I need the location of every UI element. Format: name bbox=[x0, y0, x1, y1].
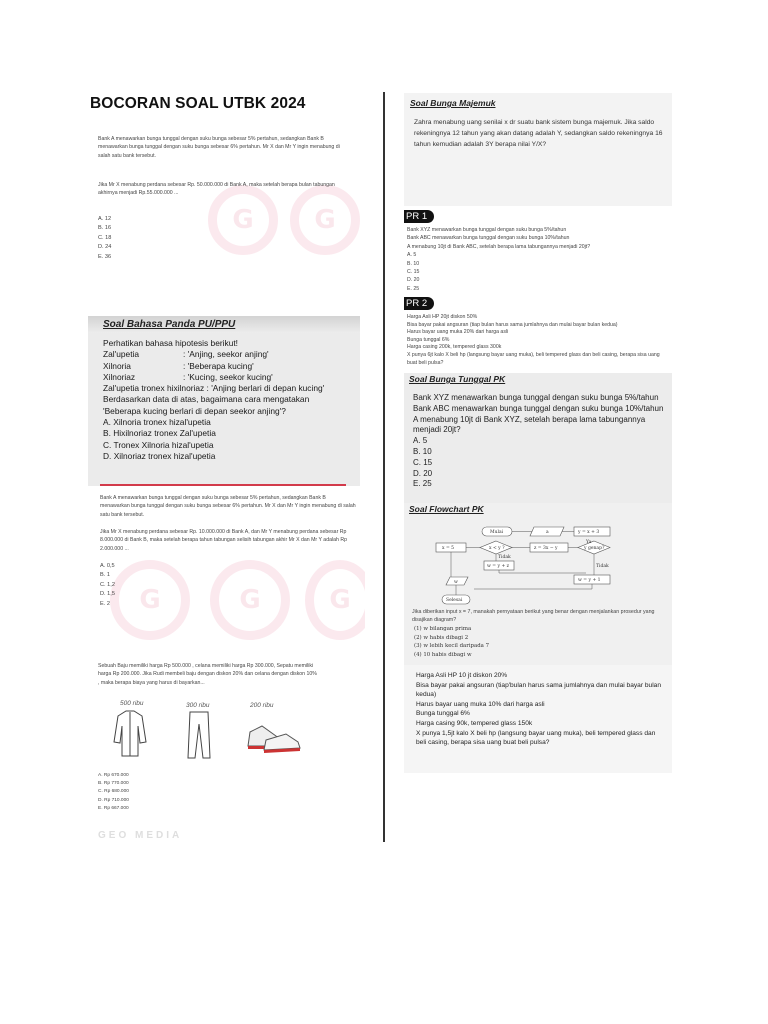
soal-bunga-tunggal-pk bbox=[404, 373, 672, 505]
option-d: D. 1,5 bbox=[100, 591, 115, 598]
statements-list bbox=[414, 625, 489, 659]
soal-diskon-pakaian bbox=[90, 662, 365, 842]
vocab-row: Zal'upetia : 'Anjing, seekor anjing' bbox=[103, 349, 269, 360]
underline-mark bbox=[100, 484, 346, 486]
flow-label: Tidak bbox=[596, 564, 609, 569]
question-line: Bank XYZ menawarkan bunga tunggal dengan suku bunga 5%/tahun bbox=[413, 393, 659, 402]
question-line: Harus bayar uang muka 10% dari harga asli bbox=[416, 700, 545, 708]
flowchart-question: Jika diberikan input x = 7, manakah pernyataan berikut yang benar dengan menjalankan prosedur yang disajikan diagram? bbox=[412, 609, 655, 623]
pants-icon bbox=[188, 712, 210, 758]
flow-label: w bbox=[454, 580, 458, 585]
question-line: Harus bayar uang muka 20% dari harga asli bbox=[407, 329, 509, 336]
flow-label: a bbox=[546, 530, 549, 536]
question-line: Harga casing 200k, tempered glass 300k bbox=[407, 344, 502, 351]
price-tag: 500 ribu bbox=[120, 700, 144, 707]
question-text: 'Beberapa kucing berlari di depan seekor anjing'? bbox=[103, 405, 286, 416]
soal-flowchart-pk bbox=[404, 503, 672, 665]
flow-label: Ya bbox=[586, 540, 592, 545]
page-title: BOCORAN SOAL UTBK 2024 bbox=[90, 95, 306, 112]
option-b: B. Rp 770.000 bbox=[98, 781, 129, 787]
option-b: B. 16 bbox=[98, 225, 112, 232]
option-b: B. 10 bbox=[407, 260, 420, 267]
option-c: C. 15 bbox=[413, 457, 433, 467]
question-line: Harga Asli HP 20jt diskon 50% bbox=[407, 314, 478, 320]
statement-item: (2) w habis dibagi 2 bbox=[414, 634, 469, 641]
section-header: Soal Bunga Tunggal PK bbox=[409, 374, 506, 384]
vocab-row: Xilnoriaz : 'Kucing, seekor kucing' bbox=[103, 371, 273, 382]
watermark-icon bbox=[305, 560, 365, 640]
question-line: Bunga tunggal 6% bbox=[407, 336, 450, 343]
flowchart-diagram bbox=[434, 525, 614, 607]
question-line: Bisa bayar pakai angsuran (tiap bulan harus sama jumlahnya dan mulai bayar bulan kedua) bbox=[407, 321, 618, 328]
statement-item: (4) 10 habis dibagi w bbox=[414, 651, 472, 658]
option-d: D. 24 bbox=[98, 244, 112, 251]
pr1-question bbox=[407, 226, 669, 296]
option-a: A. 5 bbox=[407, 252, 417, 259]
question-text: Sebuah Baju memiliki harga Rp 500.000 , celana memiliki harga Rp 300.000, Sepatu memiliki harga Rp 200.000. Jika Rudi membeli baju dengan diskon 20% dan celana dengan diskon 10% , maka berapa biaya yang harus di bayarkan... bbox=[98, 663, 317, 686]
option-c: C. Rp 680.000 bbox=[98, 789, 129, 795]
flow-label: w = y + 1 bbox=[578, 578, 601, 584]
question-text: Jika Mr X menabung perdana sebesar Rp. 50.000.000 di Bank A, maka setelah berapa bulan tabungan akhirnya menjadi Rp.55.000.000 ... bbox=[98, 182, 335, 197]
statement-item: (3) w lebih kecil daripada 7 bbox=[414, 643, 490, 650]
option-a: A. Rp 670.000 bbox=[98, 773, 129, 778]
option-e: E. 25 bbox=[413, 479, 432, 489]
flow-label: y genap? bbox=[584, 546, 605, 552]
question-line: X punya 1,5jt kalo X beli hp (langsung bayar uang muka), beli tempered glass dan beli casing, berapa sisa uang buat beli pulsa? bbox=[416, 729, 656, 747]
section-header: Soal Bahasa Panda PU/PPU bbox=[103, 319, 236, 330]
clothes-illustration bbox=[90, 702, 365, 762]
options-list bbox=[98, 772, 129, 813]
flow-label: z = 3x − y bbox=[534, 546, 558, 552]
question-line: Harga Asli HP 10 jt diskon 20% bbox=[416, 672, 508, 679]
question-line: Bunga tunggal 6% bbox=[416, 710, 470, 718]
section-body bbox=[413, 393, 666, 490]
option-b: B. 1 bbox=[100, 572, 110, 579]
pr2-label: PR 2 bbox=[404, 297, 434, 310]
options-list bbox=[100, 562, 115, 609]
soal-bunga-bank-a-b bbox=[90, 125, 365, 317]
soal-harga-hp bbox=[404, 665, 672, 773]
option-c: C. Tronex Xilnoria hizal'upetia bbox=[103, 439, 214, 450]
option-a: A. 0,5 bbox=[100, 563, 115, 569]
watermark-icon bbox=[210, 560, 290, 640]
intro-text: Perhatikan bahasa hipotesis berikut! bbox=[103, 338, 239, 348]
shirt-icon bbox=[114, 711, 146, 756]
question-text: Berdasarkan data di atas, bagaimana cara mengatakan bbox=[103, 394, 310, 405]
option-c: C. 1,2 bbox=[100, 581, 115, 588]
option-e: E. 25 bbox=[407, 285, 420, 292]
option-c: C. 15 bbox=[407, 269, 420, 276]
flow-label: w = y + z bbox=[487, 564, 510, 570]
flow-label: Tidak bbox=[498, 555, 511, 560]
option-d: D. Xilnoriaz tronex hizal'upetia bbox=[103, 450, 216, 461]
question-line: Bank ABC menawarkan bunga tunggal dengan suku bunga 10%/tahun bbox=[413, 403, 664, 413]
soal-bunga-majemuk bbox=[404, 93, 672, 206]
section-body bbox=[103, 338, 354, 462]
option-c: C. 18 bbox=[98, 234, 112, 241]
question-line: Bank XYZ menawarkan bunga tunggal dengan suku bunga 5%/tahun bbox=[407, 227, 567, 233]
soal-selisih-tabungan bbox=[90, 490, 365, 662]
vocab-row: Xilnoria : 'Beberapa kucing' bbox=[103, 360, 254, 371]
option-d: D. 20 bbox=[413, 468, 433, 478]
flow-label: Selesai bbox=[446, 598, 463, 604]
question-line: Bisa bayar pakai angsuran (tiap'bulan harus sama jumlahnya dan mulai bayar bulan kedua) bbox=[416, 681, 662, 699]
flow-label: x < y ? bbox=[489, 546, 505, 552]
question-line: Bank ABC menawarkan bunga tunggal dengan suku bunga 10%/tahun bbox=[407, 235, 570, 242]
sneaker-icon bbox=[248, 726, 300, 753]
option-b: B. 10 bbox=[413, 446, 432, 456]
statement-item: (1) w bilangan prima bbox=[414, 626, 472, 632]
example-text: Zal'upetia tronex hixilnoriaz : 'Anjing berlari di depan kucing' bbox=[103, 383, 325, 394]
options-list bbox=[98, 215, 111, 262]
option-e: E. Rp 667.000 bbox=[98, 805, 129, 811]
question-line: X punya 6jt kalo X beli hp (langsung bayar uang muka), beli tempered glass dan beli casing, berapa sisa uang buat beli pulsa? bbox=[407, 351, 660, 366]
question-text: Jika Mr X menabung perdana sebesar Rp. 10.000.000 di Bank A, dan Mr Y menabung perdana sebesar Rp 8.000.000 di Bank B, maka setelah berapa tahun tabungan selisih tabungan akhir Mr X dan Mr Y adalah Rp 2.000.000 ... bbox=[100, 529, 347, 552]
watermark-icon bbox=[110, 560, 190, 640]
question-text: Zahra menabung uang senilai x dr suatu bank sistem bunga majemuk. Jika saldo rekeningnya 12 tahun yang akan datang adalah Y, sedangkan saldo rekeningnya 16 tahun kemudian adalah 3Y berapa nilai Y/X? bbox=[414, 119, 663, 148]
pr2-question bbox=[407, 314, 669, 374]
section-body bbox=[416, 671, 666, 748]
soal-bahasa-panda bbox=[88, 316, 360, 486]
price-tag: 200 ribu bbox=[250, 702, 274, 709]
flow-label: Mulai bbox=[490, 530, 504, 536]
option-b: B. Hixilnoriaz tronex Zal'upetia bbox=[103, 428, 216, 439]
option-a: A. 12 bbox=[98, 216, 112, 222]
question-text: Bank A menawarkan bunga tunggal dengan suku bunga sebesar 5% pertahun, sedangkan Bank B menawarkan bunga tunggal dengan suku bunga sebesar 6% pertahun. Mr X dan Mr Y ingin menabung di salah satu bank tersebut. bbox=[98, 136, 340, 159]
flow-label: x = 5 bbox=[442, 546, 455, 552]
question-line: menjadi 20jt? bbox=[413, 425, 461, 435]
option-e: E. 36 bbox=[98, 253, 112, 260]
question-line: A menabung 10jt di Bank XYZ, setelah berapa lama tabungannya bbox=[413, 414, 646, 424]
section-header: Soal Bunga Majemuk bbox=[410, 98, 496, 108]
section-header: Soal Flowchart PK bbox=[409, 504, 484, 514]
pr1-label: PR 1 bbox=[404, 210, 434, 223]
option-d: D. 20 bbox=[407, 277, 420, 284]
column-divider bbox=[383, 92, 385, 842]
question-line: A menabung 10jt di Bank ABC, setelah berapa lama tabungannya menjadi 20jt? bbox=[407, 243, 591, 250]
option-a: A. 5 bbox=[413, 436, 428, 446]
price-tag: 300 ribu bbox=[186, 702, 210, 709]
question-line: Harga casing 90k, tempered glass 150k bbox=[416, 719, 533, 727]
question-text: Bank A menawarkan bunga tunggal dengan suku bunga sebesar 5% pertahun, sedangkan Bank B menawarkan bunga tunggal dengan suku bunga sebesar 6% pertahun. Mr X dan Mr Y ingin menabung di salah satu bank tersebut. bbox=[100, 495, 356, 518]
option-e: E. 2 bbox=[100, 600, 110, 607]
option-a: A. Xilnoria tronex hizal'upetia bbox=[103, 417, 211, 428]
watermark-text: GEO MEDIA bbox=[98, 830, 183, 841]
option-d: D. Rp 710.000 bbox=[98, 797, 129, 803]
flow-label: y = x + 3 bbox=[578, 530, 600, 536]
